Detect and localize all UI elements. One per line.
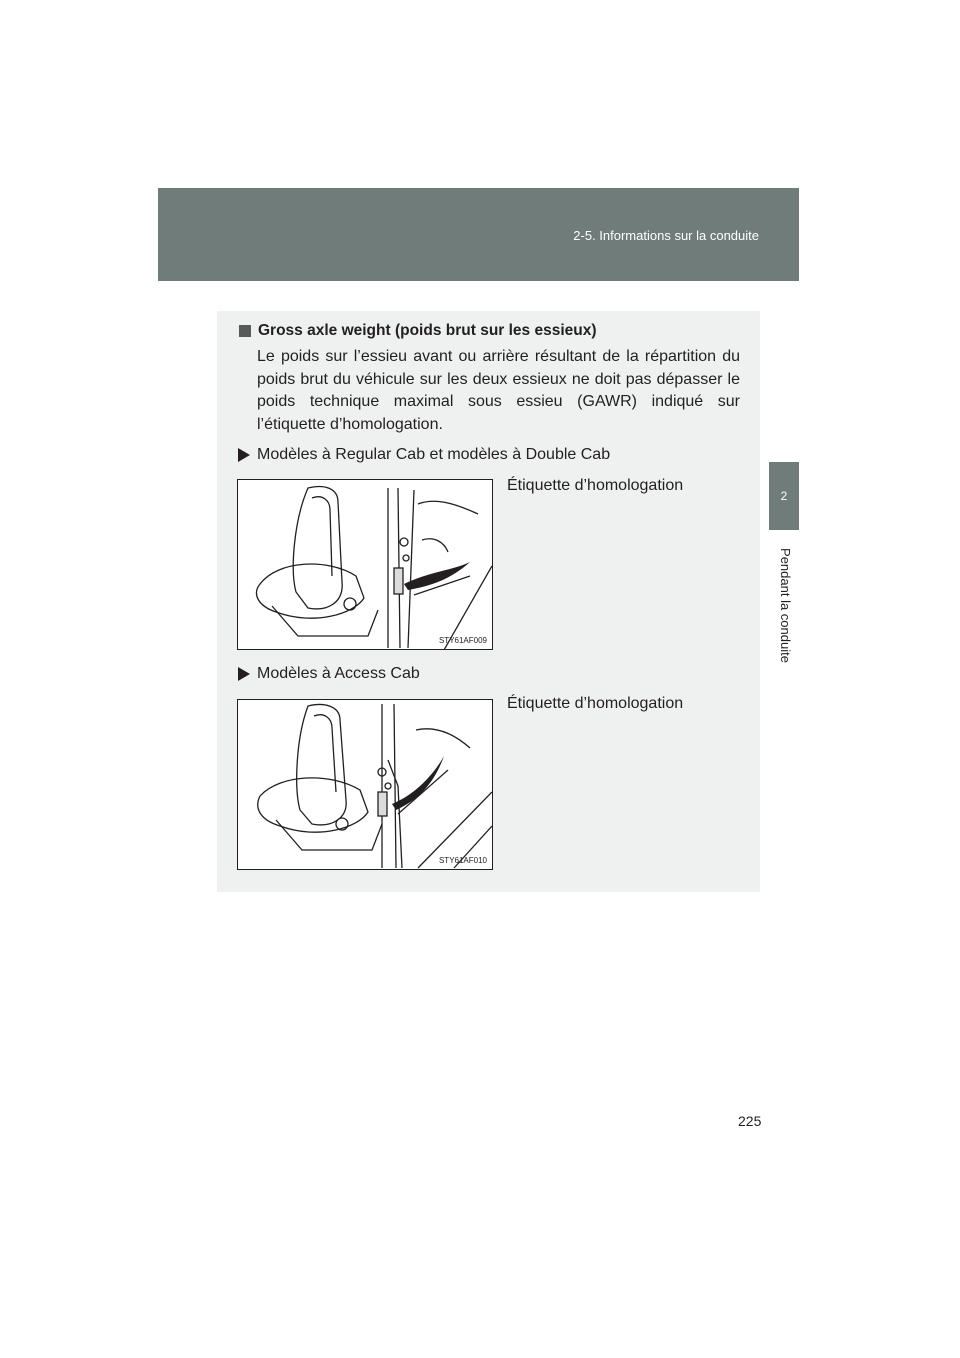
header-band xyxy=(158,188,799,281)
image-code: STY61AF010 xyxy=(438,856,487,865)
item-title-text: Modèles à Access Cab xyxy=(257,665,420,682)
chapter-tab xyxy=(769,462,799,530)
chapter-number: 2 xyxy=(780,489,788,503)
chapter-label: Pendant la conduite xyxy=(777,547,793,663)
item-title-text: Modèles à Regular Cab et modèles à Double Cab xyxy=(257,446,611,463)
section-title: 2-5. Informations sur la conduite xyxy=(573,228,759,243)
seat-pillar-drawing xyxy=(238,700,492,869)
content-box xyxy=(217,311,760,892)
body-paragraph: Le poids sur l’essieu avant ou arrière résultant de la répartition du poids brut du véhicule sur les deux essieux ne doit pas dépasser le poids technique maximal sous essieu (GAWR) indiqué sur l’étiquette d’homologation. xyxy=(257,348,740,433)
image-code: STY61AF009 xyxy=(438,636,487,645)
seat-pillar-drawing xyxy=(238,480,492,649)
seat-illustration-2 xyxy=(237,699,493,870)
callout-label: Étiquette d’homologation xyxy=(507,695,684,712)
triangle-bullet-icon xyxy=(238,667,250,681)
square-bullet-icon xyxy=(239,325,251,337)
page-number: 225 xyxy=(738,1113,762,1129)
chapter-side-label xyxy=(763,540,807,670)
seat-illustration-1 xyxy=(237,479,493,650)
item-title-access xyxy=(238,665,420,683)
section-heading xyxy=(239,322,597,340)
item-title-regular-double xyxy=(238,446,610,464)
heading-text: Gross axle weight (poids brut sur les essieux) xyxy=(258,322,597,339)
triangle-bullet-icon xyxy=(238,448,250,462)
callout-label: Étiquette d’homologation xyxy=(507,477,684,494)
